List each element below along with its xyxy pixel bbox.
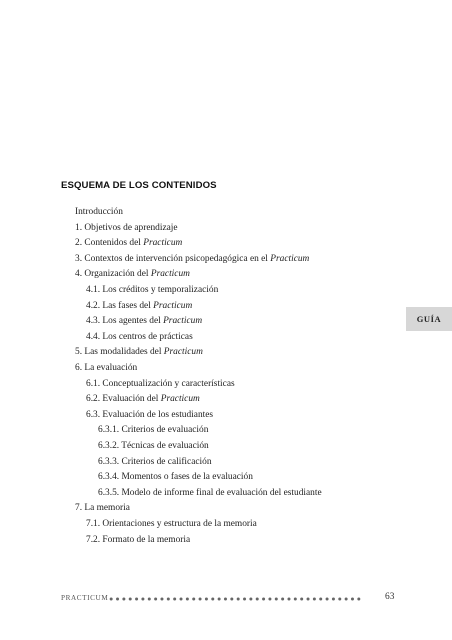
toc-entry xyxy=(75,254,309,264)
footer-dot xyxy=(192,598,195,601)
toc-entry-italic: Practicum xyxy=(160,394,200,405)
toc-entry-italic: Practicum xyxy=(153,300,193,311)
toc-entry-text: 4.3. Los agentes del xyxy=(86,316,164,327)
toc-entry-text: 6.3. Evaluación de los estudiantes xyxy=(86,409,214,420)
toc-entry xyxy=(86,535,190,545)
toc-entry xyxy=(86,519,257,529)
toc-entry-text: 6.1. Conceptualización y características xyxy=(86,378,235,389)
footer-dot xyxy=(243,598,246,601)
footer-dot xyxy=(116,598,119,601)
footer-dot xyxy=(319,598,322,601)
footer-dot xyxy=(211,598,214,601)
toc-entry xyxy=(98,425,208,435)
toc-entry-text: 7.1. Orientaciones y estructura de la memoria xyxy=(86,519,257,529)
footer-dot xyxy=(122,598,125,601)
toc-entry-text: 1. Objetivos de aprendizaje xyxy=(75,222,178,233)
toc-entry-text: 6.2. Evaluación del xyxy=(86,394,161,405)
toc-entry xyxy=(98,441,209,451)
toc-entry xyxy=(75,223,178,233)
footer-dot-rule xyxy=(108,594,362,604)
toc-entry xyxy=(86,285,218,295)
toc-entry-text: 4.2. Las fases del xyxy=(86,300,154,311)
toc-entry xyxy=(75,207,123,217)
footer-dot xyxy=(129,598,132,601)
toc-entry-text: 4. Organización del xyxy=(75,269,151,280)
toc-entry xyxy=(86,316,202,326)
toc-entry xyxy=(75,347,203,357)
footer-dot xyxy=(186,598,189,601)
toc-entry xyxy=(75,503,130,513)
toc-entry-text: 3. Contextos de intervención psicopedagógica en el xyxy=(75,253,271,264)
toc-entry-text: 6. La evaluación xyxy=(75,363,138,373)
toc-entry-italic: Practicum xyxy=(143,238,183,249)
toc-entry-text: 6.3.4. Momentos o fases de la evaluación xyxy=(98,472,253,483)
footer-dot xyxy=(307,598,310,601)
toc-entry-text: 7. La memoria xyxy=(75,503,130,514)
side-tab-label: GUÍA xyxy=(416,314,442,324)
footer-dot xyxy=(345,598,348,601)
footer-dot xyxy=(148,598,151,601)
footer-dot xyxy=(268,598,271,601)
toc-entry-text: 6.3.5. Modelo de informe final de evaluación del estudiante xyxy=(98,487,322,498)
footer-dot xyxy=(256,598,259,601)
footer-dot xyxy=(180,598,183,601)
toc-entry xyxy=(98,488,322,498)
footer-dot xyxy=(230,598,233,601)
toc-entry xyxy=(75,238,182,248)
toc-entry-text: 7.2. Formato de la memoria xyxy=(86,534,191,545)
toc-entry-italic: Practicum xyxy=(270,253,310,264)
toc-entry xyxy=(86,394,200,404)
footer-dot xyxy=(332,598,335,601)
footer-dot xyxy=(218,598,221,601)
footer-dot xyxy=(313,598,316,601)
toc-entry xyxy=(98,472,253,482)
footer-dot xyxy=(326,598,329,601)
toc-entry-text: 6.3.3. Criterios de calificación xyxy=(98,456,212,467)
toc-entry-italic: Practicum xyxy=(150,269,190,280)
footer-dot xyxy=(224,598,227,601)
toc-entry xyxy=(86,379,235,389)
footer-dot xyxy=(173,598,176,601)
footer-dot xyxy=(357,598,360,601)
footer-dot xyxy=(205,598,208,601)
toc-entry xyxy=(86,332,193,342)
toc-entry-text: 4.1. Los créditos y temporalización xyxy=(86,285,219,295)
footer-dot xyxy=(237,598,240,601)
toc-entry-text: 6.3.2. Técnicas de evaluación xyxy=(98,441,209,451)
toc-entry-text: 2. Contenidos del xyxy=(75,238,144,249)
toc-entry-text: Introducción xyxy=(75,207,123,217)
footer-dot xyxy=(110,598,113,601)
toc-entry-text: 4.4. Los centros de prácticas xyxy=(86,331,193,342)
footer-dot xyxy=(135,598,138,601)
footer-dot xyxy=(287,598,290,601)
section-heading: ESQUEMA DE LOS CONTENIDOS xyxy=(61,180,217,191)
toc-entry-text: 5. Las modalidades del xyxy=(75,347,164,358)
footer-dot xyxy=(351,598,354,601)
footer-dot xyxy=(262,598,265,601)
toc-entry xyxy=(98,457,212,467)
footer-dot xyxy=(160,598,163,601)
footer-running-title: PRACTICUM xyxy=(61,594,109,602)
page-number: 63 xyxy=(385,592,395,602)
toc-entry xyxy=(86,301,192,311)
toc-entry xyxy=(75,269,190,279)
footer-dot xyxy=(275,598,278,601)
footer-dot xyxy=(300,598,303,601)
footer-dot xyxy=(167,598,170,601)
toc-entry-text: 6.3.1. Criterios de evaluación xyxy=(98,425,209,436)
footer-dot xyxy=(281,598,284,601)
toc-entry xyxy=(86,410,213,420)
toc-entry-italic: Practicum xyxy=(163,347,203,358)
footer-dot xyxy=(338,598,341,601)
footer-dot xyxy=(154,598,157,601)
footer-dot xyxy=(249,598,252,601)
side-tab-guia xyxy=(406,307,452,331)
footer-dot xyxy=(141,598,144,601)
footer-dot xyxy=(294,598,297,601)
toc-entry xyxy=(75,363,137,373)
footer-dot xyxy=(199,598,202,601)
toc-entry-italic: Practicum xyxy=(163,316,203,327)
